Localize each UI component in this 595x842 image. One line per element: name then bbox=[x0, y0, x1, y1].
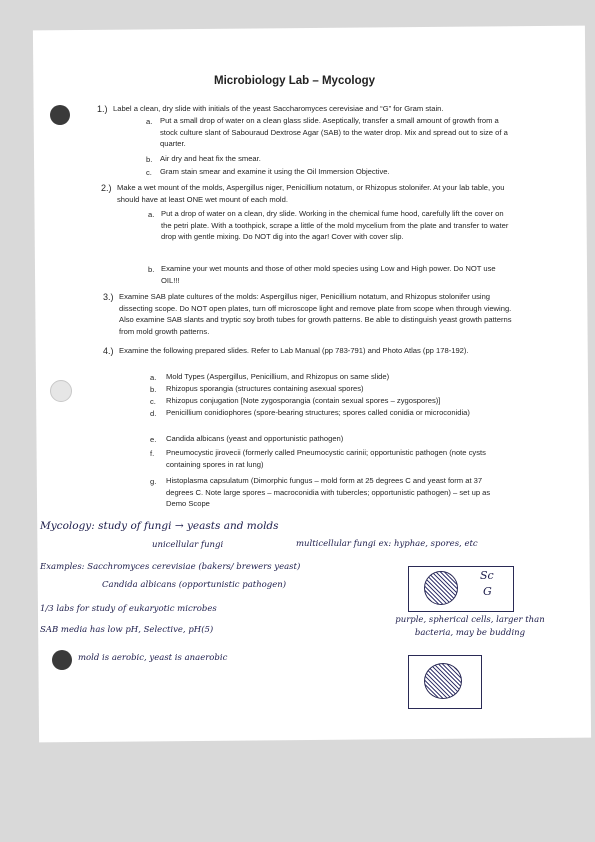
sub-text: Air dry and heat fix the smear. bbox=[160, 154, 261, 163]
handwritten-note-multicellular: multicellular fungi ex: hyphae, spores, etc bbox=[296, 539, 478, 549]
sub-text: Mold Types (Aspergillus, Penicillium, and Rhizopus on same slide) bbox=[166, 372, 390, 381]
handwritten-note-unicellular: unicellular fungi bbox=[152, 540, 224, 550]
sub-text: Pneumocystic jirovecii (formerly called Pneumocystic carinii; opportunistic pathogen (note cysts containing spores in rat lung) bbox=[166, 448, 486, 469]
box-label-g: G bbox=[483, 585, 492, 598]
handwritten-note-sab: SAB media has low pH, Selective, pH(5) bbox=[40, 625, 214, 635]
punch-hole-middle bbox=[50, 380, 72, 402]
sub-text: Put a drop of water on a clean, dry slide. Working in the chemical fume hood, carefully lift the cover on the petri plate. With a toothpick, scrape a little of the mold mycelium from the plate and transfer to water drop with gentle mixing. Do NOT dig into the agar! Cover with cover slip. bbox=[161, 209, 509, 242]
item-number: 1.) bbox=[97, 104, 108, 114]
handwritten-note-mycology: Mycology: study of fungi → yeasts and molds bbox=[40, 520, 279, 532]
box-label-sc: Sc bbox=[480, 569, 494, 582]
sub-letter: b. bbox=[146, 155, 153, 164]
item-number: 2.) bbox=[101, 183, 112, 193]
handwritten-note-candida: Candida albicans (opportunistic pathogen) bbox=[102, 580, 287, 590]
sub-text: Penicillium conidiophores (spore-bearing structures; spores called conidia or microconidia) bbox=[166, 408, 470, 417]
sub-text: Rhizopus sporangia (structures containing asexual spores) bbox=[166, 384, 364, 393]
sub-letter: b. bbox=[148, 265, 155, 274]
handwritten-note-mold: mold is aerobic, yeast is anaerobic bbox=[78, 653, 228, 663]
item-number: 4.) bbox=[103, 346, 114, 356]
sub-letter: f. bbox=[150, 449, 155, 458]
sub-letter: a. bbox=[148, 210, 155, 219]
handwritten-note-cells: purple, spherical cells, larger than bacteria, may be budding bbox=[395, 615, 545, 638]
sub-text: Gram stain smear and examine it using the Oil Immersion Objective. bbox=[160, 167, 390, 176]
sub-text: Candida albicans (yeast and opportunistic pathogen) bbox=[166, 434, 344, 443]
item-text: Make a wet mount of the molds, Aspergillus niger, Penicillium notatum, or Rhizopus stolonifer. At your lab table, you should have at least ONE wet mount of each mold. bbox=[117, 183, 505, 204]
sub-letter: b. bbox=[150, 385, 157, 394]
item-text: Examine SAB plate cultures of the molds: Aspergillus niger, Penicillium notatum, and Rhizopus stolonifer using dissecting scope. Do NOT open plates, turn off microscope light and remove plate from scope when through viewing. Also examine SAB slants and tryptic soy broth tubes for growth patterns. Be able to distinguish yeast growth patterns from mold growth patterns. bbox=[119, 292, 512, 336]
sub-text: Put a small drop of water on a clean glass slide. Aseptically, transfer a small amount of growth from a stock culture slant of Sabouraud Dextrose Agar (SAB) to the water drop. Mix and spread out to size of a quarter. bbox=[160, 116, 508, 149]
punch-hole-bottom bbox=[52, 650, 72, 670]
sub-text: Histoplasma capsulatum (Dimorphic fungus – mold form at 25 degrees C and yeast form at 37 degrees C. Note large spores – macroconidia with tubercles; opportunistic pathogen) – set up as Demo Scope bbox=[166, 476, 491, 509]
cell-cluster-drawing bbox=[424, 663, 462, 699]
item-text: Examine the following prepared slides. Refer to Lab Manual (pp 783-791) and Photo Atlas (pp 178-192). bbox=[119, 346, 469, 355]
item-text: Label a clean, dry slide with initials of the yeast Saccharomyces cerevisiae and “G” for Gram stain. bbox=[113, 104, 444, 113]
sub-letter: a. bbox=[146, 117, 153, 126]
sub-text: Examine your wet mounts and those of other mold species using Low and High power. Do NOT use OIL!!! bbox=[161, 264, 496, 285]
punch-hole-top bbox=[50, 105, 70, 125]
cell-cluster-drawing bbox=[424, 571, 458, 605]
sub-letter: c. bbox=[150, 397, 156, 406]
sub-letter: d. bbox=[150, 409, 157, 418]
sub-text: Rhizopus conjugation [Note zygosporangia (contain sexual spores – zygospores)] bbox=[166, 396, 441, 405]
handwritten-note-examples: Examples: Sacchromyces cerevisiae (bakers/ brewers yeast) bbox=[40, 562, 301, 572]
sub-letter: a. bbox=[150, 373, 157, 382]
item-number: 3.) bbox=[103, 292, 114, 302]
sub-letter: g. bbox=[150, 477, 157, 486]
handwritten-note-labs: 1/3 labs for study of eukaryotic microbes bbox=[40, 604, 217, 614]
sub-letter: e. bbox=[150, 435, 157, 444]
sub-letter: c. bbox=[146, 168, 152, 177]
page-title: Microbiology Lab – Mycology bbox=[214, 75, 376, 87]
